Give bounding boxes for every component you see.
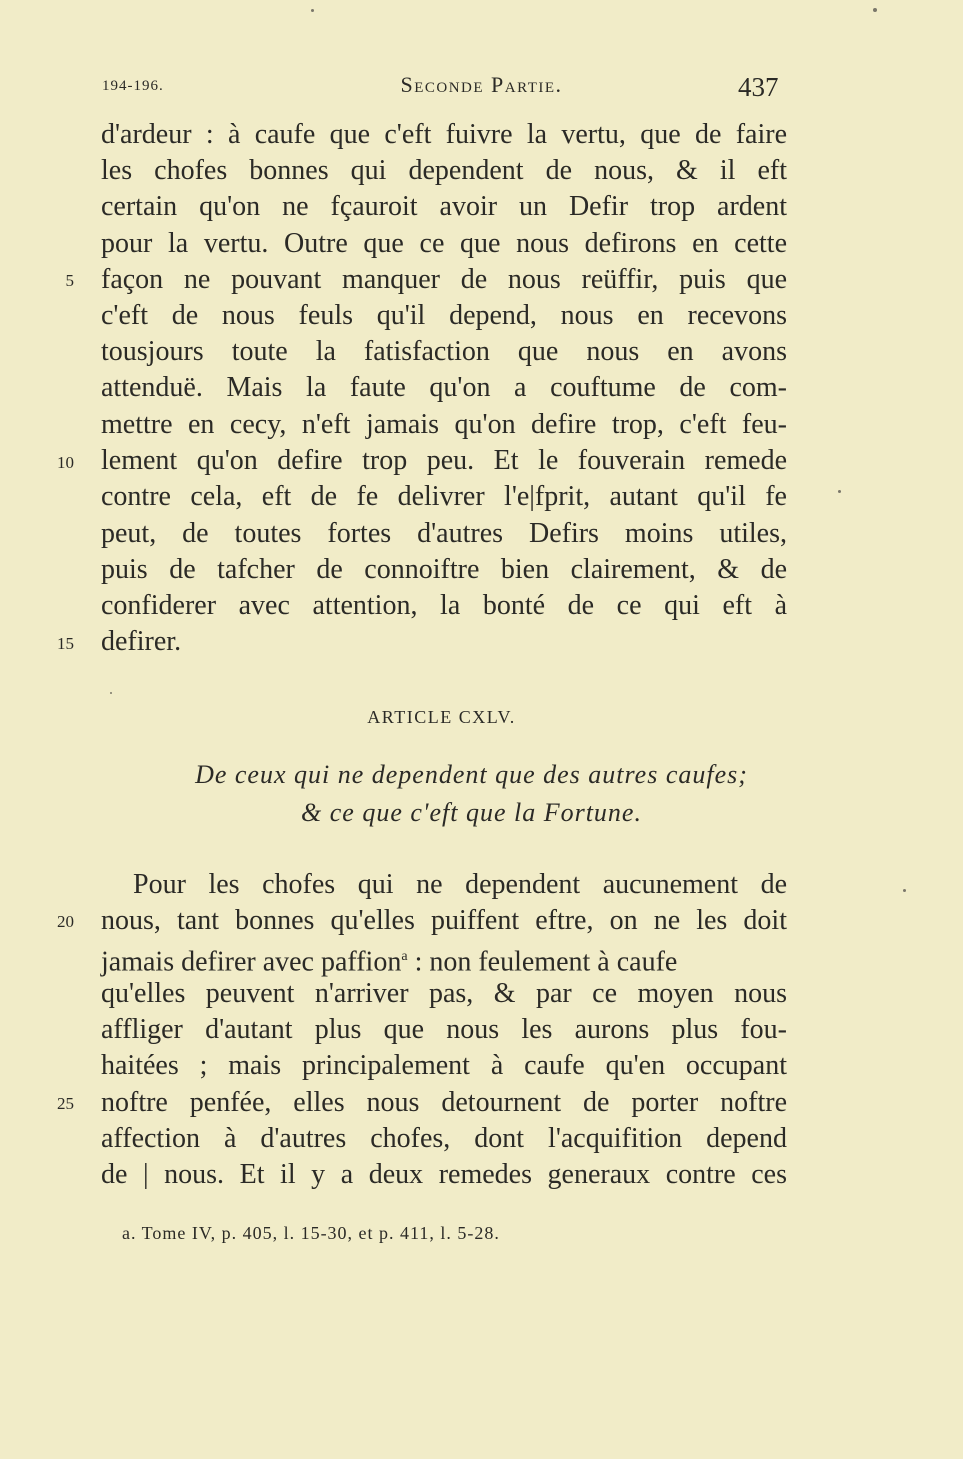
text-line: Pour les chofes qui ne dependent aucunement de [133,869,787,900]
line-number: 15 [57,634,74,653]
article-heading: ARTICLE CXLV. [367,707,516,727]
line-number: 25 [57,1094,74,1113]
text-line: peut, de toutes fortes d'autres Defirs moins utiles, [101,518,787,549]
text-line: façon ne pouvant manquer de nous reüffir, puis que [101,264,787,295]
paper-speck [838,490,841,493]
line-number: 20 [57,912,74,931]
text-line: affection à d'autres chofes, dont l'acquifition depend [101,1123,787,1154]
header-title: Seconde Partie. [400,72,563,97]
footnote-marker: a [401,949,408,964]
text-line: defirer. [101,626,182,657]
text-line: contre cela, eft de fe delivrer l'e|fprit, autant qu'il fe [101,481,787,512]
footnote: a. Tome IV, p. 405, l. 15-30, et p. 411, l. 5-28. [122,1223,500,1243]
text-line: de | nous. Et il y a deux remedes generaux contre ces [101,1159,787,1190]
paper-speck [110,692,112,694]
text-line: noftre penfée, elles nous detournent de porter noftre [101,1087,787,1118]
text-line: d'ardeur : à caufe que c'eft fuivre la vertu, que de faire [101,119,787,150]
text-segment: jamais defirer avec paffion [101,946,402,978]
paper-speck [903,889,906,892]
text-line: puis de tafcher de connoiftre bien clairement, & de [101,554,787,585]
text-segment: : non feulement à caufe [407,946,678,978]
text-line: confiderer avec attention, la bonté de ce qui eft à [101,590,787,621]
text-line: affliger d'autant plus que nous les aurons plus fou- [101,1014,787,1045]
text-line: les chofes bonnes qui dependent de nous, & il eft [101,155,787,186]
text-line-with-footnote [101,939,787,978]
line-number: 5 [65,271,74,290]
text-line: nous, tant bonnes qu'elles puiffent eftre, on ne les doit [101,905,787,936]
article-subtitle-line: & ce que c'eft que la Fortune. [301,798,642,827]
text-line: pour la vertu. Outre que ce que nous defirons en cette [101,228,787,259]
text-line: mettre en cecy, n'eft jamais qu'on defire trop, c'eft feu- [101,409,787,440]
page-number: 437 [738,72,779,102]
line-number: 10 [57,453,74,472]
paper-speck [311,9,314,12]
text-line: lement qu'on defire trop peu. Et le fouverain remede [101,445,787,476]
text-line: attenduë. Mais la faute qu'on a couftume de com- [101,372,787,403]
text-line: tousjours toute la fatisfaction que nous en avons [101,336,787,367]
text-line: certain qu'on ne fçauroit avoir un Defir trop ardent [101,191,787,222]
paper-speck [873,8,877,12]
text-line: qu'elles peuvent n'arriver pas, & par ce moyen nous [101,978,787,1009]
article-subtitle-line: De ceux qui ne dependent que des autres caufes; [195,760,748,789]
header-section-range: 194-196. [102,78,164,94]
text-line: haitées ; mais principalement à caufe qu'en occupant [101,1050,787,1081]
text-line: c'eft de nous feuls qu'il depend, nous en recevons [101,300,787,331]
